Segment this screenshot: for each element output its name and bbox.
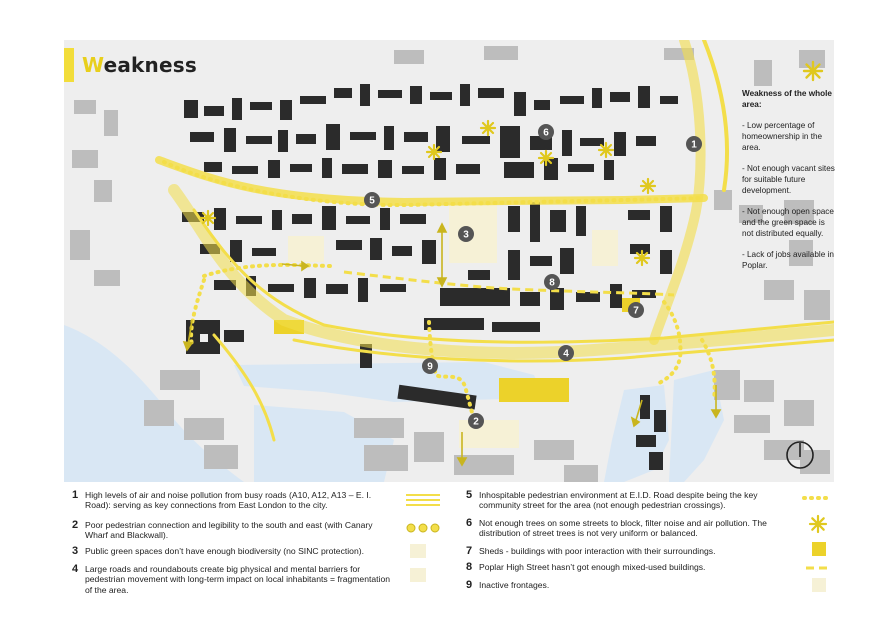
legend-text: Not enough trees on some streets to block, filter noise and air pollution. The distribution of street trees is not very uniform or balanced. [479, 518, 767, 539]
legend-symbol-green-space [410, 544, 426, 558]
map-marker-2[interactable] [468, 413, 484, 429]
legend-number: 9 [466, 579, 473, 591]
legend-number: 6 [466, 517, 473, 529]
svg-text:3: 3 [463, 229, 469, 241]
legend-item-4 [72, 564, 392, 595]
svg-text:8: 8 [549, 277, 555, 289]
legend-text: Sheds - buildings with poor interaction with their surroundings. [479, 546, 716, 556]
legend-number: 5 [466, 489, 473, 501]
legend-number: 1 [72, 489, 79, 501]
map-marker-1[interactable] [686, 136, 702, 152]
legend-symbol-barrier [410, 568, 426, 582]
side-legend-item: - Not enough vacant sites for suitable future development. [742, 164, 835, 195]
legend-number: 7 [466, 545, 473, 557]
legend-item-9 [466, 580, 796, 591]
legend-symbol-dashed-street [804, 564, 834, 572]
map-marker-8[interactable] [544, 274, 560, 290]
asterisk-star-icon [539, 151, 553, 165]
asterisk-star-icon [201, 211, 215, 225]
map-marker-7[interactable] [628, 302, 644, 318]
legend-item-6 [466, 518, 796, 539]
title-accent-bar [64, 48, 74, 82]
legend-item-8 [466, 562, 796, 573]
legend-symbol-inactive-frontages [812, 578, 826, 592]
asterisk-star-icon [599, 143, 613, 157]
map-marker-9[interactable] [422, 358, 438, 374]
legend-item-3 [72, 546, 392, 557]
legend-text: Inhospitable pedestrian environment at E.I.D. Road despite being the key community street for the area (not enough pedestrian crossings). [479, 490, 758, 511]
svg-text:6: 6 [543, 127, 549, 139]
svg-text:7: 7 [633, 305, 639, 317]
legend-symbol-road [406, 492, 440, 508]
legend-number: 8 [466, 561, 473, 573]
legend-item-7 [466, 546, 796, 557]
title-rest: eakness [103, 53, 197, 77]
title-first-letter: W [82, 53, 104, 77]
legend-symbol-dotted-route [802, 494, 832, 502]
legend-item-1 [72, 490, 392, 511]
legend-number: 3 [72, 545, 79, 557]
map-svg [64, 40, 834, 482]
legend-symbol-pedestrian-connection [406, 522, 442, 534]
side-legend-item: - Low percentage of homeownership in the area. [742, 121, 823, 152]
legend-text: Poor pedestrian connection and legibility to the south and east (with Canary Wharf and Blackwall). [85, 520, 373, 541]
asterisk-star-icon [802, 60, 824, 82]
site-map [64, 40, 834, 482]
legend-text: Public green spaces don’t have enough biodiversity (no SINC protection). [85, 546, 364, 556]
asterisk-star-icon [808, 514, 828, 534]
map-marker-5[interactable] [364, 192, 380, 208]
side-legend-heading: Weakness of the whole area: [742, 89, 832, 109]
map-marker-6[interactable] [538, 124, 554, 140]
map-marker-4[interactable] [558, 345, 574, 361]
side-legend-item: - Not enough open space and the green space is not distributed equally. [742, 207, 834, 238]
map-marker-3[interactable] [458, 226, 474, 242]
legend-item-5 [466, 490, 796, 511]
legend-number: 2 [72, 519, 79, 531]
legend-symbol-sheds [812, 542, 826, 556]
svg-text:1: 1 [691, 139, 697, 151]
legend-item-2 [72, 520, 392, 541]
legend-number: 4 [72, 563, 79, 575]
svg-text:5: 5 [369, 195, 375, 207]
legend-text: Poplar High Street hasn’t got enough mixed-used buildings. [479, 562, 706, 572]
legend [64, 484, 834, 604]
svg-text:9: 9 [427, 361, 433, 373]
title-text [82, 53, 197, 77]
legend-text: High levels of air and noise pollution from busy roads (A10, A12, A13 – E. I. Road): serving as key connections from East London to the city. [85, 490, 372, 511]
asterisk-star-icon [481, 121, 495, 135]
side-legend-item: - Lack of jobs available in Poplar. [742, 250, 834, 270]
svg-text:4: 4 [563, 348, 569, 360]
asterisk-star-icon [427, 145, 441, 159]
asterisk-star-icon [641, 179, 655, 193]
svg-text:2: 2 [473, 416, 479, 428]
legend-text: Large roads and roundabouts create big physical and mental barriers for pedestrian movement with long-term impact on local inhabitants = fragmentation of the area. [85, 564, 390, 595]
north-arrow-icon [785, 440, 815, 470]
asterisk-star-icon [635, 251, 649, 265]
side-legend [742, 60, 836, 281]
page-title [64, 48, 197, 82]
legend-text: Inactive frontages. [479, 580, 550, 590]
